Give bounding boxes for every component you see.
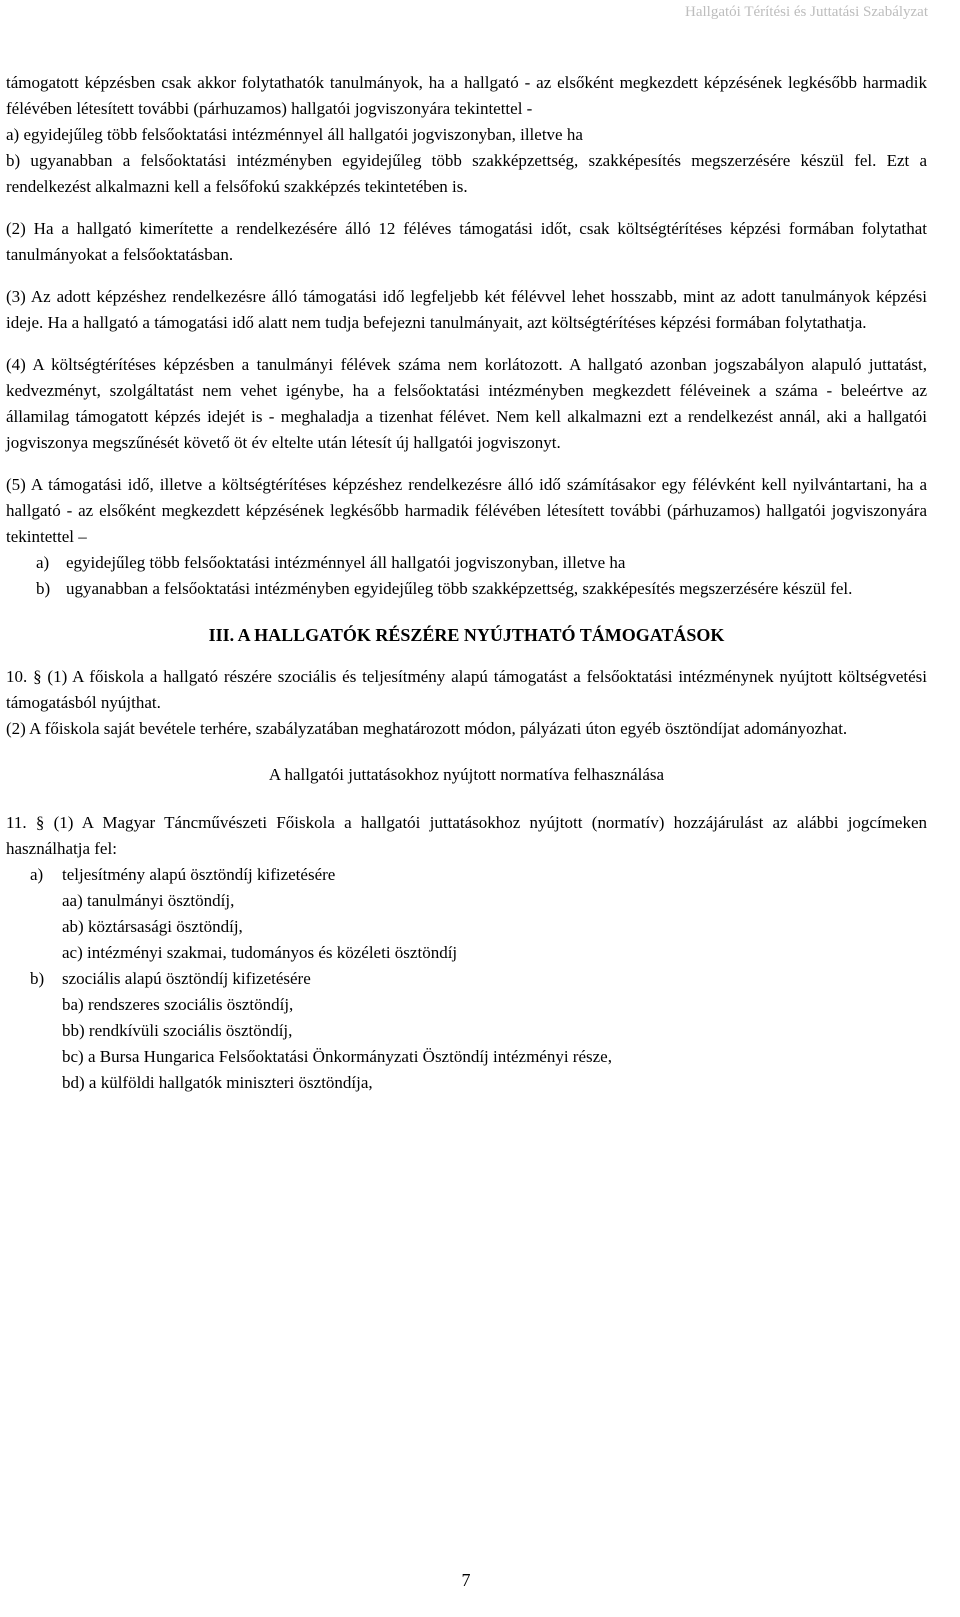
intro-line-a: a) egyidejűleg több felsőoktatási intézménnyel áll hallgatói jogviszonyban, illetve ha [6, 125, 583, 144]
list-item-bd: bd) a külföldi hallgatók miniszteri ösztöndíja, [62, 1073, 373, 1092]
list-item-aa: aa) tanulmányi ösztöndíj, [62, 891, 235, 910]
item-text: ugyanabban a felsőoktatási intézményben egyidejűleg több szakképzettség, szakképesítés megszerzésére készül fel. [66, 579, 853, 598]
item-label: a) [36, 553, 50, 572]
list-item-a [6, 862, 927, 888]
intro-block [6, 70, 927, 200]
list-item-ab: ab) köztársasági ösztöndíj, [62, 917, 243, 936]
item-text: teljesítmény alapú ösztöndíj kifizetésére [62, 865, 336, 884]
paragraph-5-item-a [6, 550, 927, 576]
item-label: b) [30, 969, 45, 988]
list-item-bc: bc) a Bursa Hungarica Felsőoktatási Önkormányzati Ösztöndíj intézményi része, [62, 1047, 612, 1066]
paragraph-2: (2) Ha a hallgató kimerítette a rendelkezésére álló 12 féléves támogatási időt, csak költségtérítéses képzési formában folytathat tanulmányokat a felsőoktatásban. [6, 219, 927, 264]
item-text: egyidejűleg több felsőoktatási intézménnyel áll hallgatói jogviszonyban, illetve ha [66, 553, 626, 572]
paragraph-4: (4) A költségtérítéses képzésben a tanulmányi félévek száma nem korlátozott. A hallgató azonban jogszabályon alapuló juttatást, kedvezményt, szolgáltatást nem vehet igénybe, ha a felsőoktatási intézményben megkezdett féléveinek a száma - beleértve az államilag támogatott képzés idejét is - meghaladja a tizenhat félévet. Nem kell alkalmazni ezt a rendelkezést annál, aki a hallgatói jogviszonya megszűnését követő öt év eltelte után létesít új hallgatói jogviszonyt. [6, 355, 927, 452]
section-10-paragraph-1: 10. § (1) A főiskola a hallgató részére szociális és teljesítmény alapú támogatást a felsőoktatási intézménynek nyújtott költségvetési támogatásból nyújthat. [6, 667, 927, 712]
running-header: Hallgatói Térítési és Juttatási Szabályzat [685, 4, 928, 20]
section-11 [6, 810, 927, 1096]
list-item-ba: ba) rendszeres szociális ösztöndíj, [62, 995, 294, 1014]
document-body [6, 70, 927, 1096]
section-heading: III. A HALLGATÓK RÉSZÉRE NYÚJTHATÓ TÁMOGATÁSOK [208, 625, 725, 645]
list-item-b [6, 966, 927, 992]
section-11-intro: 11. § (1) A Magyar Táncművészeti Főiskola a hallgatói juttatásokhoz nyújtott (normatív) hozzájárulást az alábbi jogcímeken használhatja fel: [6, 813, 927, 858]
item-text: szociális alapú ösztöndíj kifizetésére [62, 969, 311, 988]
list-item-bb: bb) rendkívüli szociális ösztöndíj, [62, 1021, 293, 1040]
intro-line-b: b) ugyanabban a felsőoktatási intézményben egyidejűleg több szakképzettség, szakképesítés megszerzésére készül fel. Ezt a rendelkezést alkalmazni kell a felsőfokú szakképzés tekintetében is. [6, 151, 927, 196]
paragraph-3: (3) Az adott képzéshez rendelkezésre álló támogatási idő legfeljebb két félévvel lehet hosszabb, mint az adott tanulmányok képzési ideje. Ha a hallgató a támogatási idő alatt nem tudja befejezni tanulmányait, azt költségtérítéses képzési formában folytathatja. [6, 287, 927, 332]
list-item-ac: ac) intézményi szakmai, tudományos és közéleti ösztöndíj [62, 943, 458, 962]
paragraph-5-item-b [6, 576, 927, 602]
page-number: 7 [461, 1570, 471, 1590]
item-label: a) [30, 865, 44, 884]
subsection-heading: A hallgatói juttatásokhoz nyújtott normatíva felhasználása [268, 765, 665, 784]
intro-line-1: támogatott képzésben csak akkor folytathatók tanulmányok, ha a hallgató - az elsőként megkezdett képzésének legkésőbb harmadik félévében létesített további (párhuzamos) hallgatói jogviszonyára tekintettel - [6, 73, 927, 118]
paragraph-5 [6, 472, 927, 602]
item-label: b) [36, 579, 51, 598]
paragraph-5-text: (5) A támogatási idő, illetve a költségtérítéses képzéshez rendelkezésre álló idő számításakor egy félévként kell nyilvántartani, ha a hallgató - az elsőként megkezdett képzésének legkésőbb harmadik félévében létesített további (párhuzamos) hallgatói jogviszonyára tekintettel – [6, 475, 927, 546]
section-10-paragraph-2: (2) A főiskola saját bevétele terhére, szabályzatában meghatározott módon, pályázati úton egyéb ösztöndíjat adományozhat. [6, 719, 848, 738]
